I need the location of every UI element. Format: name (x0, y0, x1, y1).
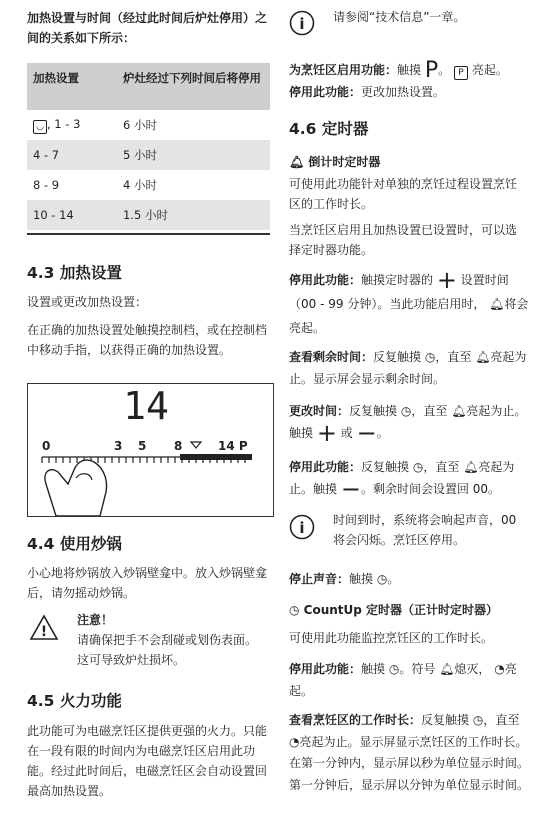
svg-text:i: i (299, 15, 305, 33)
bell-icon: 🔔︎ (463, 460, 479, 474)
table-cell-setting: 4 - 7 (27, 140, 117, 170)
countup-title: ◷ CountUp 定时器（正计时定时器） (289, 603, 499, 617)
bell-icon: 🔔︎ (289, 155, 305, 169)
bell-icon: 🔔︎ (489, 297, 505, 311)
paragraph: 此功能可为电磁烹饪区提供更强的火力。只能在一段有限的时间内为电磁烹饪区启用此功能。经过此时间后，电磁烹饪区会自动设置回最高加热设置。 (27, 724, 268, 798)
scale-label: 5 (138, 439, 147, 453)
minus-icon: − (356, 419, 377, 447)
bell-icon: 🔔︎ (439, 662, 455, 676)
info-text: 时间到时，系统将会响起声音，00 将会闪烁。烹饪区停用。 (333, 513, 517, 547)
paragraph: 小心地将炒锅放入炒锅壁龛中。放入炒锅壁龛后，请勿摇动炒锅。 (27, 566, 268, 600)
check-remaining-text: 查看剩余时间：反复触摸 ◷，直至 🔔︎亮起为止。显示屏会显示剩余时间。 (289, 350, 527, 386)
section-title-4-3: 4.3 加热设置 (27, 264, 122, 282)
bell-icon: 🔔︎ (451, 404, 467, 418)
warning-icon (29, 614, 59, 645)
bell-icon: 🔔︎ (475, 350, 491, 364)
clock-icon: ◷ (400, 404, 412, 418)
table-cell-time: 6 小时 (117, 110, 270, 140)
view-duration-text: 查看烹饪区的工作时长：反复触摸 ◷，直至 ◔亮起为止。显示屏显示烹饪区的工作时长。在第一分钟内，显示屏以秒为单位显示时间。第一分钟后，显示屏以分钟为单位显示时间。 (289, 713, 530, 792)
scale-label: 3 (114, 439, 123, 453)
plus-icon: + (316, 419, 337, 447)
plus-icon: + (436, 266, 457, 294)
minus-icon: − (340, 475, 361, 503)
table-cell-setting: ◡ , 1 - 3 (27, 110, 117, 140)
table-header-setting: 加热设置 (27, 63, 117, 110)
table-row (27, 200, 270, 230)
paragraph: 在正确的加热设置处触摸控制档，或在控制档中移动手指，以获得正确的加热设置。 (27, 323, 268, 357)
table-cell-time: 1.5 小时 (117, 200, 270, 230)
stop-sound-text: 停止声音：触摸 ◷。 (289, 572, 400, 586)
p-box-icon: P (454, 66, 468, 80)
paragraph: 设置或更改加热设置： (27, 295, 148, 309)
table-row (27, 170, 270, 200)
paragraph: 可使用此功能针对单独的烹饪过程设置烹饪区的工作时长。 (289, 177, 518, 211)
display-digits: 14 (123, 384, 169, 428)
table-cell-setting: 8 - 9 (27, 170, 117, 200)
scale-label: 14 P (218, 439, 248, 453)
table-intro: 加热设置与时间（经过此时间后炉灶停用）之间的关系如下所示： (27, 11, 268, 45)
scale-label: 0 (42, 439, 51, 453)
slider-fill (180, 454, 252, 460)
table-header-time: 炉灶经过下列时间后将停用 (117, 63, 270, 110)
change-time-text: 更改时间：反复触摸 ◷，直至 🔔︎亮起为止。触摸 + 或 −。 (289, 404, 527, 447)
section-title-4-4: 4.4 使用炒锅 (27, 535, 122, 553)
section-title-4-5: 4.5 火力功能 (27, 692, 122, 710)
paragraph: 当烹饪区启用且加热设置已设置时，可以选择定时器功能。 (289, 223, 518, 257)
clock-icon: ◷ (376, 572, 388, 586)
countdown-enable-text: 停用此功能：触摸定时器的 + 设置时间（00 - 99 分钟）。当此功能启用时， 🔔︎将会亮起。 (289, 266, 529, 335)
table-cell-time: 5 小时 (117, 140, 270, 170)
countdown-title: 🔔︎ 倒计时定时器 (289, 155, 381, 169)
table-cell-time: 4 小时 (117, 170, 270, 200)
p-symbol-icon: P (424, 58, 439, 83)
section-title-4-6: 4.6 定时器 (289, 120, 369, 138)
info-text: 请参阅“技术信息”一章。 (333, 10, 466, 24)
info-icon (289, 514, 315, 544)
power-boost-icon (191, 442, 201, 448)
table-cell-setting: 10 - 14 (27, 200, 117, 230)
svg-text:!: ! (40, 624, 48, 640)
clock-icon: ◷ (412, 460, 424, 474)
clock-icon: ◷ (424, 350, 436, 364)
warning-text: 请确保把手不会刮碰或划伤表面。这可导致炉灶损坏。 (77, 633, 258, 667)
enable-function-line: 为烹饪区启用功能：触摸 P。 P 亮起。 (289, 58, 508, 83)
table-row (27, 140, 270, 170)
table-row (27, 110, 270, 140)
clock-icon: ◷ (388, 662, 400, 676)
clock-icon: ◷ (289, 603, 300, 617)
scale-label: 8 (174, 439, 183, 453)
table-bottom-rule (27, 233, 270, 235)
svg-text:i: i (299, 519, 305, 537)
warning-title: 注意！ (77, 613, 114, 627)
info-icon (289, 10, 315, 40)
countup-icon: ◔ (289, 734, 300, 749)
disable-function-line: 停用此功能：更改加热设置。 (289, 85, 446, 99)
control-panel-illustration (27, 383, 274, 517)
countup-disable-text: 停用此功能：触摸 ◷。符号 🔔︎熄灭， ◔亮起。 (289, 662, 517, 698)
finger-icon (45, 460, 107, 516)
clock-icon: ◷ (472, 713, 484, 727)
keep-warm-icon: ◡ (33, 120, 47, 134)
heating-time-table (27, 63, 270, 230)
countdown-disable-text: 停用此功能：反复触摸 ◷，直至 🔔︎亮起为止。触摸 −。剩余时间会设置回 00。 (289, 460, 515, 503)
paragraph: 可使用此功能监控烹饪区的工作时长。 (289, 631, 494, 645)
countup-icon: ◔ (494, 662, 505, 676)
